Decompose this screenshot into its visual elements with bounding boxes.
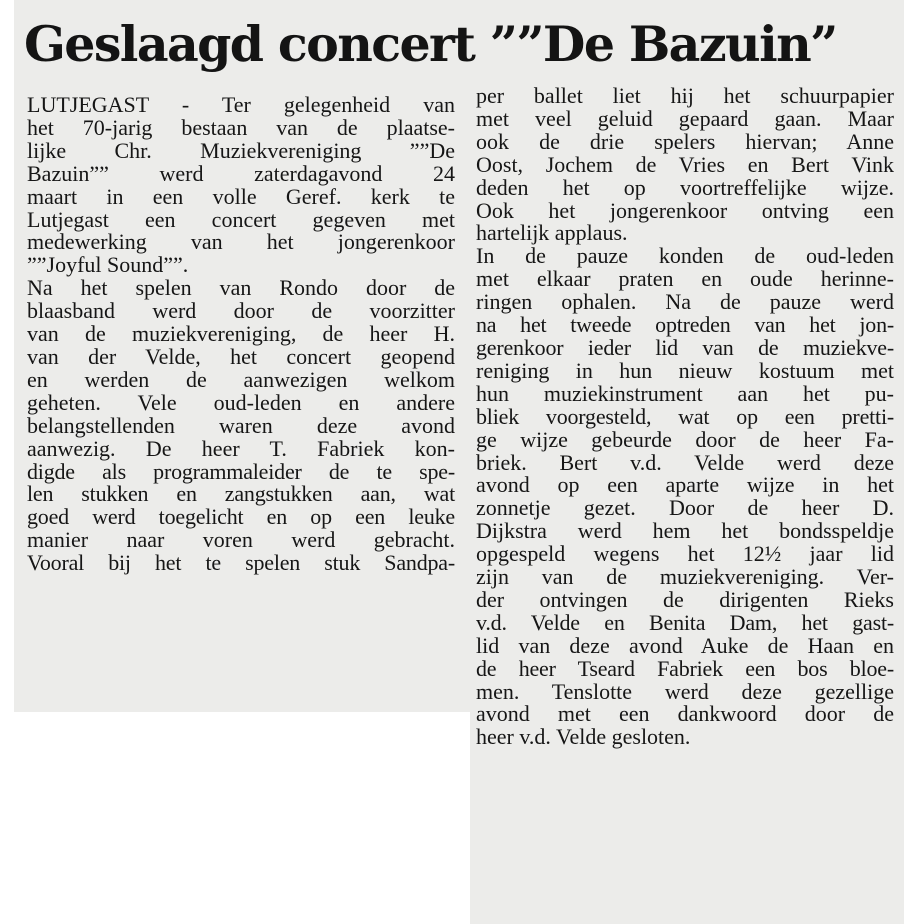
- text-line: ringen ophalen. Na de pauze werd: [476, 289, 894, 315]
- text-line: In de pauze konden de oud-leden: [476, 243, 894, 269]
- text-line: reniging in hun nieuw kostuum met: [476, 357, 894, 383]
- text-line: Oost, Jochem de Vries en Bert Vink: [476, 151, 894, 177]
- text-line: ””Joyful Sound””.: [27, 252, 189, 278]
- text-line: Bazuin”” werd zaterdagavond 24: [27, 160, 455, 186]
- text-line: hartelijk applaus.: [476, 220, 628, 246]
- text-line: manier naar voren werd gebracht.: [27, 527, 455, 553]
- text-line: van der Velde, het concert geopend: [27, 343, 455, 369]
- text-line: Dijkstra werd hem het bondsspeldje: [476, 518, 894, 544]
- text-line: Na het spelen van Rondo door de: [27, 275, 455, 301]
- text-line: het 70-jarig bestaan van de plaatse-: [27, 114, 455, 140]
- text-line: goed werd toegelicht en op een leuke: [27, 504, 455, 530]
- text-line: v.d. Velde en Benita Dam, het gast-: [476, 609, 894, 635]
- text-line: hun muziekinstrument aan het pu-: [476, 380, 894, 406]
- text-line: avond op een aparte wijze in het: [476, 472, 894, 498]
- text-line: gerenkoor ieder lid van de muziekve-: [476, 334, 894, 360]
- text-line: belangstellenden waren deze avond: [27, 412, 455, 438]
- text-line: lijke Chr. Muziekvereniging ””De: [27, 137, 455, 163]
- text-line: avond met een dankwoord door de: [476, 701, 894, 727]
- text-line: van de muziekvereniging, de heer H.: [27, 321, 455, 347]
- text-line: Vooral bij het te spelen stuk Sandpa-: [27, 550, 455, 576]
- text-line: Ook het jongerenkoor ontving een: [476, 197, 894, 223]
- text-line: briek. Bert v.d. Velde werd deze: [476, 449, 894, 475]
- article-headline: Geslaagd concert ””De Bazuin”: [24, 15, 837, 73]
- text-line: zonnetje gezet. Door de heer D.: [476, 495, 894, 521]
- text-line: medewerking van het jongerenkoor: [27, 229, 455, 255]
- text-line: deden het op voortreffelijke wijze.: [476, 174, 894, 200]
- text-line: met elkaar praten en oude herinne-: [476, 266, 894, 292]
- text-line: ook de drie spelers hiervan; Anne: [476, 128, 894, 154]
- text-line: ge wijze gebeurde door de heer Fa-: [476, 426, 894, 452]
- text-line: heer v.d. Velde gesloten.: [476, 724, 691, 750]
- text-line: Lutjegast een concert gegeven met: [27, 206, 455, 232]
- text-line: len stukken en zangstukken aan, wat: [27, 481, 455, 507]
- text-line: digde als programmaleider de te spe-: [27, 458, 455, 484]
- text-line: lid van deze avond Auke de Haan en: [476, 632, 894, 658]
- text-line: zijn van de muziekvereniging. Ver-: [476, 564, 894, 590]
- text-line: geheten. Vele oud-leden en andere: [27, 389, 455, 415]
- text-line: men. Tenslotte werd deze gezellige: [476, 678, 894, 704]
- text-line: LUTJEGAST - Ter gelegenheid van: [27, 92, 455, 117]
- text-line: blaasband werd door de voorzitter: [27, 298, 455, 324]
- text-line: der ontvingen de dirigenten Rieks: [476, 586, 894, 612]
- text-line: per ballet liet hij het schuurpapier: [476, 83, 894, 108]
- text-line: de heer Tseard Fabriek een bos bloe-: [476, 655, 894, 681]
- text-line: na het tweede optreden van het jon-: [476, 312, 894, 338]
- right-text-column: [476, 85, 894, 749]
- text-line: aanwezig. De heer T. Fabriek kon-: [27, 435, 455, 461]
- text-line: bliek voorgesteld, wat op een pretti-: [476, 403, 894, 429]
- text-line: opgespeld wegens het 12½ jaar lid: [476, 541, 894, 567]
- text-line: maart in een volle Geref. kerk te: [27, 183, 455, 209]
- left-text-column: [27, 94, 455, 575]
- text-line: en werden de aanwezigen welkom: [27, 366, 455, 392]
- text-line: met veel geluid gepaard gaan. Maar: [476, 105, 894, 131]
